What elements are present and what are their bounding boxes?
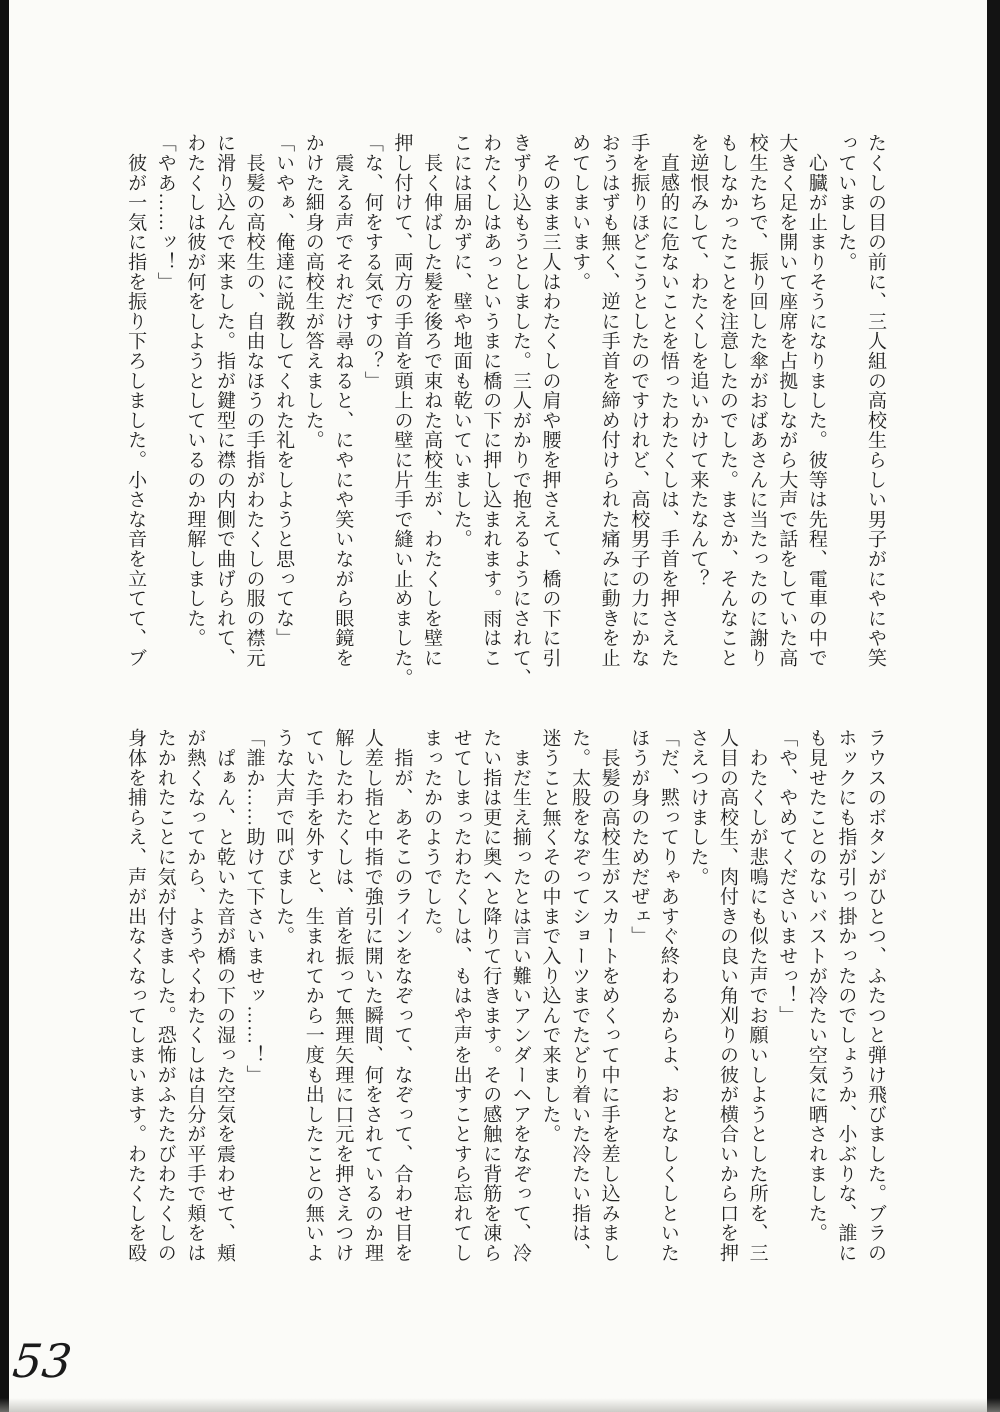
text-column: 長く伸ばした髪を後ろで束ねた高校生が、わたくしを壁に (421, 133, 443, 668)
scan-edge-right (987, 0, 1000, 1412)
text-column: に滑り込んで来ました。指が鍵型に襟の内側で曲げられて、 (213, 133, 235, 668)
text-column: わたくしが悲鳴にも似た声でお願いしようとした所を、三 (746, 728, 768, 1263)
text-column: ホックにも指が引っ掛かったのでしょうか、小ぶりな、誰に (835, 728, 857, 1263)
text-column: 「いやぁ、俺達に説教してくれた礼をしようと思ってな」 (273, 133, 295, 648)
text-column: かけた細身の高校生が答えました。 (302, 133, 324, 450)
text-column: っていました。 (835, 133, 857, 272)
text-column: そのまま三人はわたくしの肩や腰を押さえて、橋の下に引 (539, 133, 561, 668)
text-column: 心臓が止まりそうになりました。彼等は先程、電車の中で (805, 133, 827, 668)
text-column: 「やあ……ッ！」 (154, 133, 176, 292)
text-column: たい指は更に奥へと降りて行きます。その感触に背筋を凍ら (480, 728, 502, 1263)
text-column: も見せたことのないバストが冷たい空気に晒されました。 (805, 728, 827, 1243)
text-column: さえつけました。 (687, 728, 709, 887)
text-column: きずり込もうとしました。三人がかりで抱えるようにされて、 (509, 133, 531, 688)
text-column: おうはずも無く、逆に手首を締め付けられた痛みに動きを止 (598, 133, 620, 668)
text-column: もしなかったことを注意したのでした。まさか、そんなこと (717, 133, 739, 668)
text-column: まだ生え揃ったとは言い難いアンダーヘアをなぞって、冷 (509, 728, 531, 1263)
text-column: ラウスのボタンがひとつ、ふたつと弾け飛びました。ブラの (865, 728, 886, 1263)
text-column: ぱぁん、と乾いた音が橋の下の湿った空気を震わせて、頬 (213, 728, 235, 1263)
text-column: たかれたことに気が付きました。恐怖がふたたびわたくしの (154, 728, 176, 1263)
text-column: まったかのようでした。 (421, 728, 443, 946)
text-column: 手を振りほどこうとしたのですけれど、高校男子の力にかな (628, 133, 650, 668)
text-column: 押し付けて、両方の手首を頭上の壁に片手で縫い止めました。 (391, 133, 413, 688)
text-column: ていた手を外すと、生まれてから一度も出したことの無いよ (302, 728, 324, 1263)
text-column: 人差し指と中指で強引に開いた瞬間、何をされているのか理 (361, 728, 383, 1263)
text-column: 長髪の高校生の、自由なほうの手指がわたくしの服の襟元 (243, 133, 265, 668)
text-column: 校生たちで、振り回した傘がおばあさんに当たったのに謝り (746, 133, 768, 668)
text-column: 「誰か……助けて下さいませッ……！」 (243, 728, 265, 1085)
text-column: 彼が一気に指を振り下ろしました。小さな音を立てて、ブ (125, 133, 147, 668)
text-column: わたくしはあっというまに橋の下に押し込まれます。雨はこ (480, 133, 502, 668)
story-text-block-bottom (120, 728, 890, 1288)
scan-shadow-bottom (0, 1398, 1000, 1412)
text-column: 「な、何をする気ですの？」 (361, 133, 383, 391)
text-column: た。太股をなぞってショーツまでたどり着いた冷たい指は、 (569, 728, 591, 1263)
text-column: 迷うこと無くその中まで入り込んで来ました。 (539, 728, 561, 1144)
text-column: 「だ、黙ってりゃあすぐ終わるからよ、おとなしくしといた (657, 728, 679, 1263)
text-column: めてしまいます。 (569, 133, 591, 292)
text-column: ほうが身のためだぜェ」 (628, 728, 650, 946)
text-column: を逆恨みして、わたくしを追いかけて来たなんて？ (687, 133, 709, 589)
text-column: が熱くなってから、ようやくわたくしは自分が平手で頬をは (184, 728, 206, 1263)
text-column: うな大声で叫びました。 (273, 728, 295, 946)
text-column: 指が、あそこのラインをなぞって、なぞって、合わせ目を (391, 728, 413, 1263)
text-column: 大きく足を開いて座席を占拠しながら大声で話をしていた高 (776, 133, 798, 668)
text-column: 直感的に危ないことを悟ったわたくしは、手首を押さえた (657, 133, 679, 668)
story-text-block-top (120, 133, 890, 693)
text-column: 解したわたくしは、首を振って無理矢理に口元を押さえつけ (332, 728, 354, 1263)
text-column: こには届かずに、壁や地面も乾いていました。 (450, 133, 472, 549)
text-column: 身体を捕らえ、声が出なくなってしまいます。わたくしを殴 (125, 728, 147, 1263)
text-column: 人目の高校生、肉付きの良い角刈りの彼が横合いから口を押 (717, 728, 739, 1263)
page-number: 53 (10, 1334, 75, 1388)
text-column: 「や、やめてくださいませっ！」 (776, 728, 798, 1025)
text-column: せてしまったわたくしは、もはや声を出すことすら忘れてし (450, 728, 472, 1263)
text-column: わたくしは彼が何をしようとしているのか理解しました。 (184, 133, 206, 648)
text-column: 震える声でそれだけ尋ねると、にやにや笑いながら眼鏡を (332, 133, 354, 668)
text-column: たくしの目の前に、三人組の高校生らしい男子がにやにや笑 (865, 133, 886, 668)
scan-edge-left (0, 0, 9, 1412)
text-column: 長髪の高校生がスカートをめくって中に手を差し込みまし (598, 728, 620, 1263)
